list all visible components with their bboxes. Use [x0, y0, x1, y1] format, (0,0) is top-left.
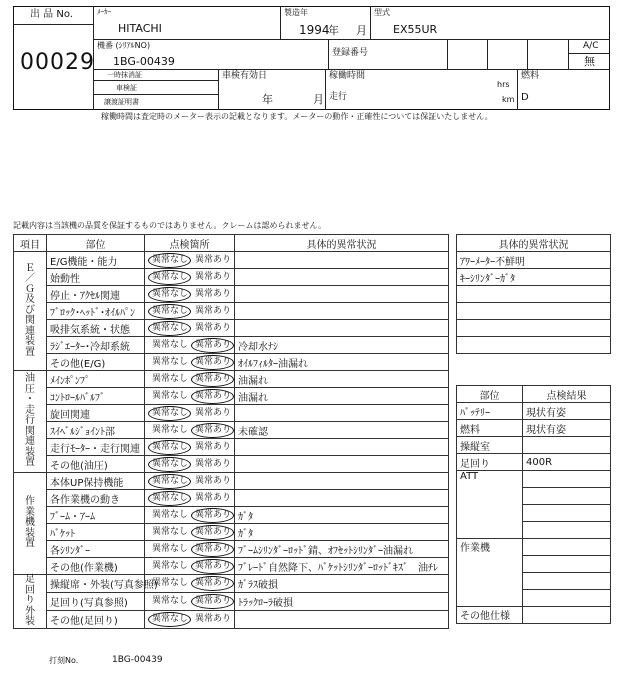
option-abnormal[interactable]: 異常あり [195, 578, 232, 588]
check-cell [145, 490, 235, 507]
detail-cell: 冷却水ﾅｼ [235, 337, 449, 354]
results-value-empty [523, 607, 611, 624]
option-abnormal[interactable]: 異常あり [195, 459, 232, 469]
detail-cell [235, 252, 449, 269]
temp-cert-label: 一時抹消証 [107, 71, 142, 79]
right-detail-line [457, 337, 611, 354]
inspection-row [14, 354, 449, 371]
right-detail-table [456, 234, 611, 354]
stamp-label: 打刻No. [49, 656, 79, 665]
distance-label: 走行 [329, 92, 348, 102]
results-part: 燃料 [457, 420, 523, 437]
selected-circle [191, 389, 234, 404]
category-char: 装 [25, 616, 35, 627]
option-none[interactable]: 異常なし [152, 493, 189, 503]
month-unit: 月 [356, 24, 367, 37]
part-cell: その他(E/G) [47, 354, 145, 371]
detail-cell: ｶﾞﾗｽ破損 [235, 575, 449, 593]
part-cell: 始動性 [47, 269, 145, 286]
inspection-row [14, 610, 449, 628]
category-cell [14, 252, 47, 371]
right-detail-line: ｷｰｼﾘﾝﾀﾞｰｶﾞﾀ [457, 269, 611, 286]
option-abnormal[interactable]: 異常あり [195, 374, 232, 384]
option-abnormal[interactable]: 異常あり [195, 527, 232, 537]
detail-cell [235, 473, 449, 490]
other-spec-label: その他仕様 [457, 607, 523, 624]
part-cell: 足回り(写真参照) [47, 592, 145, 610]
inspection-row [14, 337, 449, 354]
check-cell [145, 405, 235, 422]
check-cell [145, 286, 235, 303]
option-none[interactable]: 異常なし [152, 306, 189, 316]
maker-value: HITACHI [118, 22, 162, 35]
selected-circle [191, 525, 234, 540]
category-char: 装 [25, 446, 35, 458]
results-value-empty [523, 556, 611, 573]
maker-label: ﾒｰｶｰ [97, 8, 111, 16]
option-none[interactable]: 異常なし [152, 476, 189, 486]
inspection-row [14, 320, 449, 337]
detail-cell: 油漏れ [235, 371, 449, 388]
inspection-row [14, 541, 449, 558]
results-value-empty [523, 505, 611, 522]
option-abnormal[interactable]: 異常あり [195, 289, 232, 299]
category-char: Ｅ [25, 262, 35, 274]
category-char: 回 [25, 584, 35, 596]
option-abnormal[interactable]: 異常あり [195, 442, 232, 452]
check-cell [145, 269, 235, 286]
att-label: ATT [457, 471, 523, 539]
check-cell [145, 473, 235, 490]
detail-cell [235, 490, 449, 507]
option-abnormal[interactable]: 異常あり [195, 323, 232, 333]
part-cell: 旋回関連 [47, 405, 145, 422]
option-abnormal[interactable]: 異常あり [195, 425, 232, 435]
ac-label: A/C [583, 41, 599, 51]
category-char: 置 [25, 346, 35, 358]
header-part: 部位 [47, 235, 145, 252]
results-part: 操縦室 [457, 437, 523, 454]
category-char: 装 [25, 336, 35, 348]
detail-cell: ﾄﾗｯｸﾛｰﾗ破損 [235, 592, 449, 610]
part-cell: 吸排気系統・状態 [47, 320, 145, 337]
option-abnormal[interactable]: 異常あり [195, 510, 232, 520]
results-value: 現状有姿 [523, 403, 611, 420]
inspection-row [14, 524, 449, 541]
option-none[interactable]: 異常なし [152, 578, 189, 588]
inspection-row [14, 252, 449, 269]
selected-circle [148, 287, 191, 302]
lot-no-label: 出 品 No. [30, 9, 73, 20]
part-cell: ｺﾝﾄﾛｰﾙﾊﾞﾙﾌﾞ [47, 388, 145, 405]
selected-circle [148, 406, 191, 421]
selected-circle [191, 559, 234, 574]
part-cell: ﾊﾞｹｯﾄ [47, 524, 145, 541]
part-cell: ﾌﾞﾛｯｸ･ﾍｯﾄﾞ･ｵｲﾙﾊﾟﾝ [47, 303, 145, 320]
detail-cell [235, 303, 449, 320]
header-category: 項目 [14, 235, 47, 252]
results-part: 足回り [457, 454, 523, 471]
check-results-table [456, 385, 611, 624]
selected-circle [191, 355, 234, 370]
results-value: 400R [523, 454, 611, 471]
detail-cell: 未確認 [235, 422, 449, 439]
selected-circle [191, 594, 234, 609]
option-abnormal[interactable]: 異常あり [195, 272, 232, 282]
option-none[interactable]: 異常なし [152, 272, 189, 282]
category-char: 装 [25, 527, 35, 539]
check-cell [145, 303, 235, 320]
check-cell [145, 439, 235, 456]
option-none[interactable]: 異常なし [152, 442, 189, 452]
check-cell [145, 320, 235, 337]
option-abnormal[interactable]: 異常あり [195, 357, 232, 367]
check-cell [145, 422, 235, 439]
work-label: 作業機 [457, 539, 523, 607]
results-part: ﾊﾞｯﾃﾘｰ [457, 403, 523, 420]
part-cell: 各ｼﾘﾝﾀﾞｰ [47, 541, 145, 558]
serial-value: 1BG-00439 [113, 55, 175, 68]
inspection-label: 車検有効日 [222, 71, 268, 81]
hours-label: 稼働時間 [329, 71, 366, 81]
inspection-row [14, 371, 449, 388]
detail-cell [235, 269, 449, 286]
part-cell: その他(作業機) [47, 558, 145, 575]
option-none[interactable]: 異常なし [152, 340, 189, 350]
option-none[interactable]: 異常なし [152, 595, 189, 606]
serial-label: 機番 (ｼﾘｱﾙNO) [97, 41, 151, 50]
option-none[interactable]: 異常なし [152, 510, 189, 520]
selected-circle [148, 270, 191, 285]
option-none[interactable]: 異常なし [152, 459, 189, 469]
check-cell [145, 388, 235, 405]
option-abnormal[interactable]: 異常あり [195, 561, 232, 571]
selected-circle [148, 612, 191, 627]
part-cell: 走行ﾓｰﾀｰ・走行関連 [47, 439, 145, 456]
category-char: り [25, 595, 35, 606]
category-char: 置 [25, 457, 35, 469]
results-value-empty [523, 590, 611, 607]
part-cell: その他(油圧) [47, 456, 145, 473]
detail-cell [235, 405, 449, 422]
check-cell [145, 371, 235, 388]
category-char: 足 [25, 574, 35, 585]
selected-circle [191, 508, 234, 523]
inspection-row [14, 507, 449, 524]
selected-circle [148, 253, 191, 268]
option-none[interactable]: 異常なし [152, 255, 189, 265]
selected-circle [148, 304, 191, 319]
detail-cell [235, 610, 449, 628]
option-none[interactable]: 異常なし [152, 374, 189, 384]
right-detail-header: 具体的異常状況 [457, 235, 611, 252]
option-abnormal[interactable]: 異常あり [195, 255, 232, 265]
category-char: ／ [25, 273, 35, 285]
category-char: 関 [25, 315, 35, 327]
detail-cell [235, 456, 449, 473]
category-char: 関 [25, 425, 35, 437]
fuel-value: D [521, 92, 529, 103]
category-char: 圧 [25, 383, 35, 395]
option-none[interactable]: 異常なし [152, 289, 189, 299]
inspection-row [14, 422, 449, 439]
results-value [523, 437, 611, 454]
option-none[interactable]: 異常なし [152, 323, 189, 333]
selected-circle [191, 338, 234, 353]
check-cell [145, 456, 235, 473]
option-abnormal[interactable]: 異常あり [195, 306, 232, 316]
selected-circle [191, 542, 234, 557]
option-none[interactable]: 異常なし [152, 391, 189, 401]
option-abnormal[interactable]: 異常あり [195, 613, 232, 624]
option-abnormal[interactable]: 異常あり [195, 544, 232, 554]
part-cell: 本体UP保持機能 [47, 473, 145, 490]
selected-circle [148, 457, 191, 472]
check-cell [145, 337, 235, 354]
detail-cell [235, 320, 449, 337]
detail-cell: ﾌﾞｰﾑｼﾘﾝﾀﾞｰﾛｯﾄﾞ錆、ｵﾌｾｯﾄｼﾘﾝﾀﾞｰ油漏れ [235, 541, 449, 558]
category-char: ・ [25, 394, 35, 406]
header-check: 点検箇所 [145, 235, 235, 252]
category-char: 行 [25, 415, 35, 427]
category-char: 油 [25, 373, 35, 385]
option-abnormal[interactable]: 異常あり [195, 476, 232, 486]
lot-number: 00029 [20, 50, 95, 75]
detail-cell: 油漏れ [235, 388, 449, 405]
right-detail-line [457, 303, 611, 320]
inspection-table [13, 234, 449, 629]
hours-note: 稼働時間は査定時のメーター表示の記載となります。メーターの動作・正確性については保証いたしません。 [101, 112, 493, 121]
inspection-row [14, 269, 449, 286]
category-cell [14, 473, 47, 575]
year-value: 1994 [299, 23, 330, 37]
part-cell: その他(足回り) [47, 610, 145, 628]
selected-circle [148, 440, 191, 455]
inspection-row [14, 439, 449, 456]
right-detail-line [457, 320, 611, 337]
check-cell [145, 592, 235, 610]
selected-circle [191, 576, 234, 591]
results-header-part: 部位 [457, 386, 523, 403]
option-abnormal[interactable]: 異常あり [195, 493, 232, 503]
ac-value: 無 [584, 55, 595, 68]
option-none[interactable]: 異常なし [152, 425, 189, 435]
option-none[interactable]: 異常なし [152, 357, 189, 367]
results-header-result: 点検結果 [523, 386, 611, 403]
part-cell: ﾒｲﾝﾎﾟﾝﾌﾟ [47, 371, 145, 388]
part-cell: 停止・ｱｸｾﾙ関連 [47, 286, 145, 303]
detail-cell [235, 286, 449, 303]
fuel-label: 燃料 [521, 71, 540, 81]
results-value: 現状有姿 [523, 420, 611, 437]
detail-cell: ｶﾞﾀ [235, 507, 449, 524]
header-detail: 具体的異常状況 [235, 235, 449, 252]
inspection-row [14, 388, 449, 405]
category-char: 業 [25, 506, 35, 518]
detail-cell: ｵｲﾙﾌｨﾙﾀｰ油漏れ [235, 354, 449, 371]
check-cell [145, 610, 235, 628]
option-abnormal[interactable]: 異常あり [195, 408, 232, 418]
inspection-row [14, 490, 449, 507]
detail-cell: ｶﾞﾀ [235, 524, 449, 541]
category-char: 置 [25, 538, 35, 550]
selected-circle [148, 321, 191, 336]
results-value-empty [523, 522, 611, 539]
transfer-cert-label: 譲渡証明書 [104, 98, 139, 106]
option-abnormal[interactable]: 異常あり [195, 595, 232, 606]
category-char: 連 [25, 436, 35, 448]
option-none[interactable]: 異常なし [152, 613, 189, 624]
model-label: 型式 [374, 8, 390, 17]
part-cell: 操縦席・外装(写真参照) [47, 575, 145, 593]
stamp-value: 1BG-00439 [112, 655, 163, 665]
selected-circle [148, 491, 191, 506]
category-char: 及 [25, 294, 35, 306]
option-none[interactable]: 異常なし [152, 544, 189, 554]
inspection-row [14, 575, 449, 593]
reg-label: 登録番号 [332, 48, 369, 58]
detail-cell [235, 439, 449, 456]
category-cell [14, 371, 47, 473]
hours-unit: hrs [497, 80, 510, 89]
year-label: 製造年 [284, 8, 308, 17]
part-cell: ﾌﾞｰﾑ・ｱｰﾑ [47, 507, 145, 524]
category-char: び [25, 304, 35, 316]
results-value-empty [523, 471, 611, 488]
check-cell [145, 558, 235, 575]
inspection-row [14, 405, 449, 422]
selected-circle [191, 372, 234, 387]
check-cell [145, 507, 235, 524]
option-abnormal[interactable]: 異常あり [195, 391, 232, 401]
year-unit: 年 [328, 24, 339, 37]
inspection-row [14, 303, 449, 320]
category-cell [14, 575, 47, 629]
part-cell: E/G機能・能力 [47, 252, 145, 269]
detail-cell: ﾌﾞﾚｰﾄﾞ自然降下、ﾊﾞｹｯﾄｼﾘﾝﾀﾞｰﾛｯﾄﾞｷｽﾞ 油ﾁﾚ [235, 558, 449, 575]
insp-month-unit: 月 [313, 93, 324, 106]
category-char: 作 [25, 496, 35, 508]
category-char: 連 [25, 325, 35, 337]
part-cell: 各作業機の動き [47, 490, 145, 507]
model-value: EX55UR [393, 23, 438, 36]
vehicle-cert-label: 車検証 [116, 84, 137, 92]
part-cell: ﾗｼﾞｴｰﾀｰ･冷却系統 [47, 337, 145, 354]
option-abnormal[interactable]: 異常あり [195, 340, 232, 350]
inspection-row [14, 558, 449, 575]
right-detail-line: ｱﾜｰﾒｰﾀｰ不鮮明 [457, 252, 611, 269]
distance-unit: km [502, 95, 515, 104]
results-value-empty [523, 539, 611, 556]
check-cell [145, 575, 235, 593]
check-cell [145, 541, 235, 558]
category-char: 走 [25, 404, 35, 416]
option-none[interactable]: 異常なし [152, 561, 189, 571]
inspection-row [14, 592, 449, 610]
category-char: 機 [25, 517, 35, 529]
selected-circle [191, 423, 234, 438]
insp-year-unit: 年 [262, 93, 273, 106]
category-char: Ｇ [25, 283, 35, 295]
inspection-row [14, 473, 449, 490]
results-value-empty [523, 573, 611, 590]
check-cell [145, 252, 235, 269]
option-none[interactable]: 異常なし [152, 527, 189, 537]
results-value-empty [523, 488, 611, 505]
option-none[interactable]: 異常なし [152, 408, 189, 418]
right-detail-line [457, 286, 611, 303]
part-cell: ｽｲﾍﾞﾙｼﾞｮｲﾝﾄ部 [47, 422, 145, 439]
category-char: 外 [25, 605, 35, 617]
selected-circle [148, 474, 191, 489]
check-cell [145, 524, 235, 541]
check-cell [145, 354, 235, 371]
inspection-row [14, 456, 449, 473]
inspection-row [14, 286, 449, 303]
quality-note: 記載内容は当該機の品質を保証するものではありません。クレームは認められません。 [13, 221, 326, 230]
